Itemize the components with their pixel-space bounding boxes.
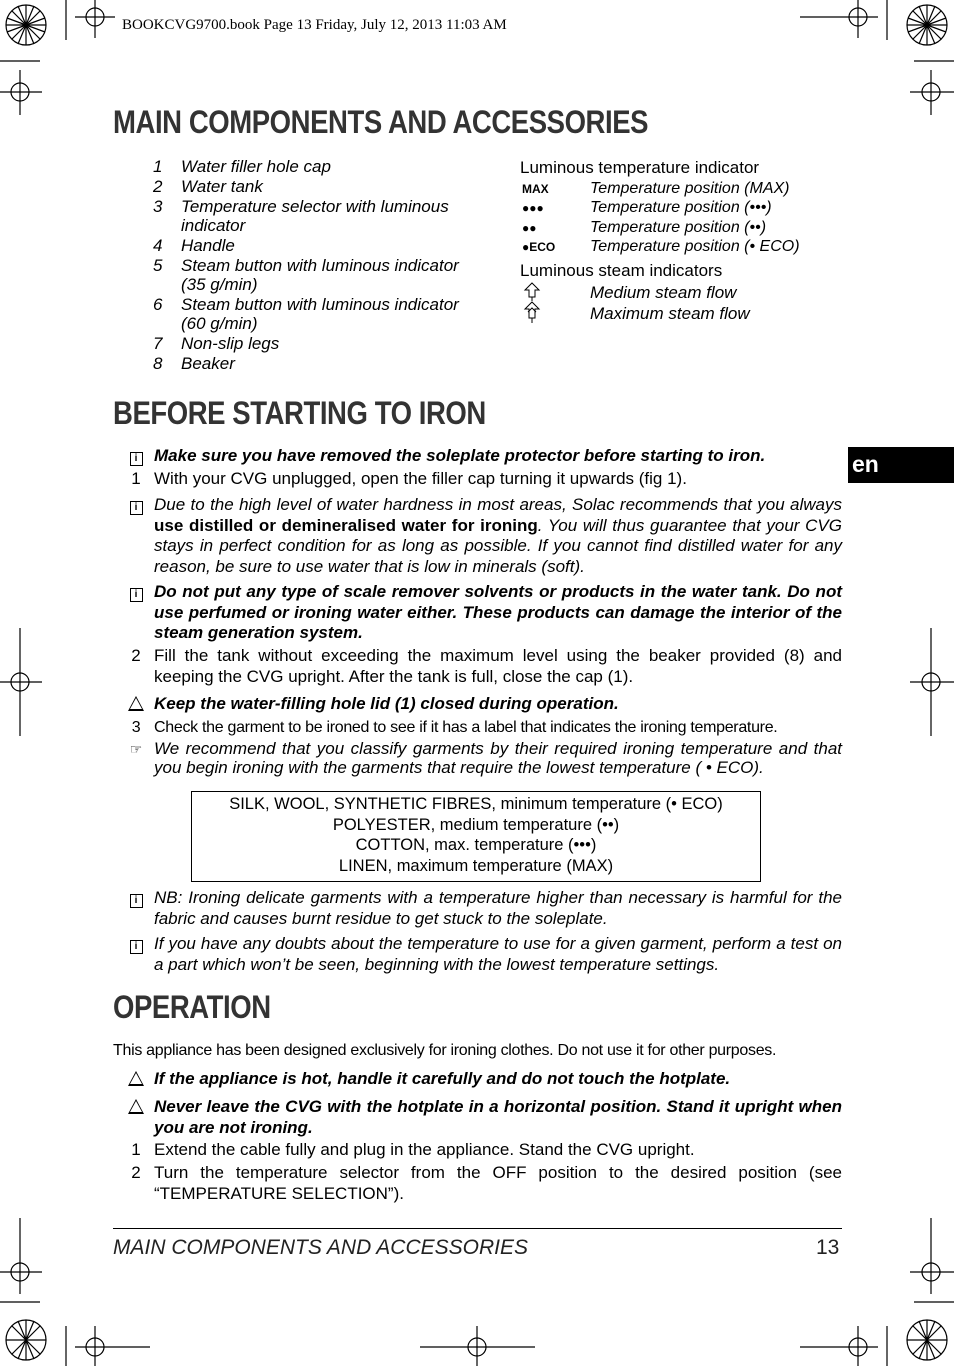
- steam-row-max: [520, 303, 840, 324]
- info-icon: i: [130, 940, 143, 954]
- temp-legend-heading: Luminous temperature indicator: [520, 158, 760, 177]
- hint-text: We recommend that you classify garments by their required ironing temperature and that you begin ironing with the garments that require the lowest temperature ( • ECO).: [154, 739, 842, 777]
- steam-max-icon: [520, 301, 590, 326]
- step-number: 2: [131, 646, 141, 665]
- component-item: [153, 295, 483, 333]
- hint-classify: [126, 740, 842, 777]
- temp-symbol: ●●: [522, 220, 537, 235]
- step-text: Extend the cable fully and plug in the appliance. Stand the CVG upright.: [154, 1140, 695, 1159]
- note-scale: [126, 582, 842, 644]
- temperature-table-line: SILK, WOOL, SYNTHETIC FIBRES, minimum temperature (• ECO): [229, 795, 723, 813]
- note-soleplate: [126, 446, 842, 467]
- temp-legend-label: Temperature position (•••): [590, 199, 772, 217]
- warning-icon: [128, 696, 144, 711]
- steam-row-medium: [520, 282, 840, 303]
- component-item: [153, 236, 483, 255]
- component-label: Handle: [181, 236, 235, 255]
- note-soleplate-text: Make sure you have removed the soleplate protector before starting to iron.: [154, 446, 766, 465]
- note-water-text-a: Due to the high level of water hardness in most areas, Solac recommends that you always: [154, 495, 842, 514]
- temp-symbol: MAX: [522, 181, 549, 196]
- temp-legend-label: Temperature position (MAX): [590, 179, 790, 197]
- temp-symbol: ●ECO: [522, 240, 556, 255]
- step-text: Turn the temperature selector from the OFF position to the desired position (see “TEMPERATURE SELECTION”).: [154, 1163, 842, 1203]
- step-1: [126, 469, 842, 490]
- component-item: [153, 256, 483, 294]
- info-icon: i: [130, 501, 143, 515]
- operation-intro: This appliance has been designed exclusively for ironing clothes. Do not use it for other purposes.: [113, 1042, 777, 1059]
- temperature-table: [191, 791, 761, 882]
- section-title-components: MAIN COMPONENTS AND ACCESSORIES: [113, 104, 649, 140]
- language-tab: en: [848, 447, 954, 483]
- step-3: [126, 718, 842, 739]
- op-step-2: [126, 1163, 842, 1204]
- component-label: Beaker: [181, 354, 235, 373]
- component-item: [153, 177, 483, 196]
- component-item: [153, 157, 483, 176]
- component-label: Water filler hole cap: [181, 157, 331, 176]
- note-scale-text: Do not put any type of scale remover solvents or products in the water tank. Do not use perfumed or ironing water either. These products can damage the interior of the steam generation system.: [154, 582, 842, 642]
- note-water-text-bold: use distilled or demineralised water for ironing: [154, 515, 538, 535]
- step-text: Check the garment to be ironed to see if it has a label that indicates the ironing temperature.: [154, 719, 778, 736]
- step-number: 3: [131, 719, 141, 736]
- note-doubt-text: If you have any doubts about the temperature to use for a given garment, perform a test on a part which won’t be seen, beginning with the lowest temperature settings.: [154, 934, 842, 974]
- component-number: 6: [153, 295, 163, 314]
- note-water: [126, 495, 842, 577]
- temperature-table-line: LINEN, maximum temperature (MAX): [338, 856, 614, 875]
- temperature-table-line: POLYESTER, medium temperature (••): [332, 815, 620, 834]
- pointing-hand-icon: ☞: [129, 741, 143, 757]
- warning-icon: [128, 1099, 144, 1114]
- component-number: 7: [153, 334, 163, 353]
- temp-legend-label: Temperature position (• ECO): [590, 238, 800, 256]
- component-label: Temperature selector with luminous indicator: [181, 197, 449, 235]
- component-number: 3: [153, 197, 163, 216]
- temp-symbol: ●●●: [522, 201, 544, 216]
- temp-legend-row: [520, 218, 840, 238]
- component-number: 4: [153, 236, 163, 255]
- warning-icon: [128, 1071, 144, 1086]
- section-title-before: BEFORE STARTING TO IRON: [113, 395, 486, 431]
- temp-legend-row: [520, 199, 840, 219]
- info-icon: i: [130, 452, 143, 466]
- step-number: 1: [131, 469, 141, 488]
- note-nb-text: NB: Ironing delicate garments with a temperature higher than necessary is harmful for the fabric and causes burnt residue to get stuck to the soleplate.: [154, 888, 842, 928]
- component-item: [153, 354, 483, 373]
- warning-lid: [126, 694, 842, 715]
- component-label: Steam button with luminous indicator (35 g/min): [181, 256, 459, 294]
- component-label: Steam button with luminous indicator (60 g/min): [181, 295, 459, 333]
- indicator-legend: [520, 157, 840, 324]
- note-doubt: [126, 934, 842, 975]
- components-list: [153, 157, 483, 374]
- warning-lid-text: Keep the water-filling hole lid (1) closed during operation.: [154, 694, 619, 713]
- temperature-table-line: COTTON, max. temperature (•••): [355, 836, 597, 854]
- component-number: 2: [153, 177, 163, 196]
- info-icon: i: [130, 894, 143, 908]
- temp-legend-row: [520, 238, 840, 258]
- step-text: Fill the tank without exceeding the maximum level using the beaker provided (8) and keeping the CVG upright. After the tank is full, close the cap (1).: [154, 646, 842, 686]
- steam-legend-heading: Luminous steam indicators: [520, 261, 723, 280]
- temp-legend-row: [520, 179, 840, 199]
- temp-legend-label: Temperature position (••): [590, 218, 767, 236]
- component-label: Water tank: [181, 177, 263, 196]
- step-2: [126, 646, 842, 687]
- component-number: 5: [153, 256, 163, 275]
- component-item: [153, 197, 483, 235]
- print-header: BOOKCVG9700.book Page 13 Friday, July 12, 2013 11:03 AM: [122, 17, 507, 33]
- section-title-operation: OPERATION: [113, 989, 271, 1025]
- info-icon: i: [130, 588, 143, 602]
- warning-upright-text: Never leave the CVG with the hotplate in a horizontal position. Stand it upright when you are not ironing.: [154, 1097, 842, 1137]
- note-nb: [126, 888, 842, 929]
- component-item: [153, 334, 483, 353]
- steam-medium-label: Medium steam flow: [590, 282, 737, 302]
- steam-max-label: Maximum steam flow: [590, 303, 750, 323]
- step-number: 1: [131, 1140, 141, 1159]
- note-water-text-c: . You will thus guarantee that your CVG stays in perfect condition for as long as possible. If you cannot find distilled water for any reason, be sure to use water that is low in minerals (soft).: [154, 515, 842, 576]
- component-number: 8: [153, 354, 163, 373]
- warning-hot-text: If the appliance is hot, handle it carefully and do not touch the hotplate.: [154, 1069, 731, 1088]
- warning-upright: [126, 1097, 842, 1138]
- op-step-1: [126, 1140, 842, 1161]
- footer-rule: [113, 1228, 842, 1229]
- component-number: 1: [153, 157, 163, 176]
- warning-hot: [126, 1069, 842, 1090]
- page-number: 13: [816, 1236, 840, 1259]
- step-text: With your CVG unplugged, open the filler cap turning it upwards (fig 1).: [154, 469, 687, 488]
- component-label: Non-slip legs: [181, 334, 280, 353]
- footer-section-title: MAIN COMPONENTS AND ACCESSORIES: [113, 1236, 528, 1259]
- step-number: 2: [131, 1163, 141, 1182]
